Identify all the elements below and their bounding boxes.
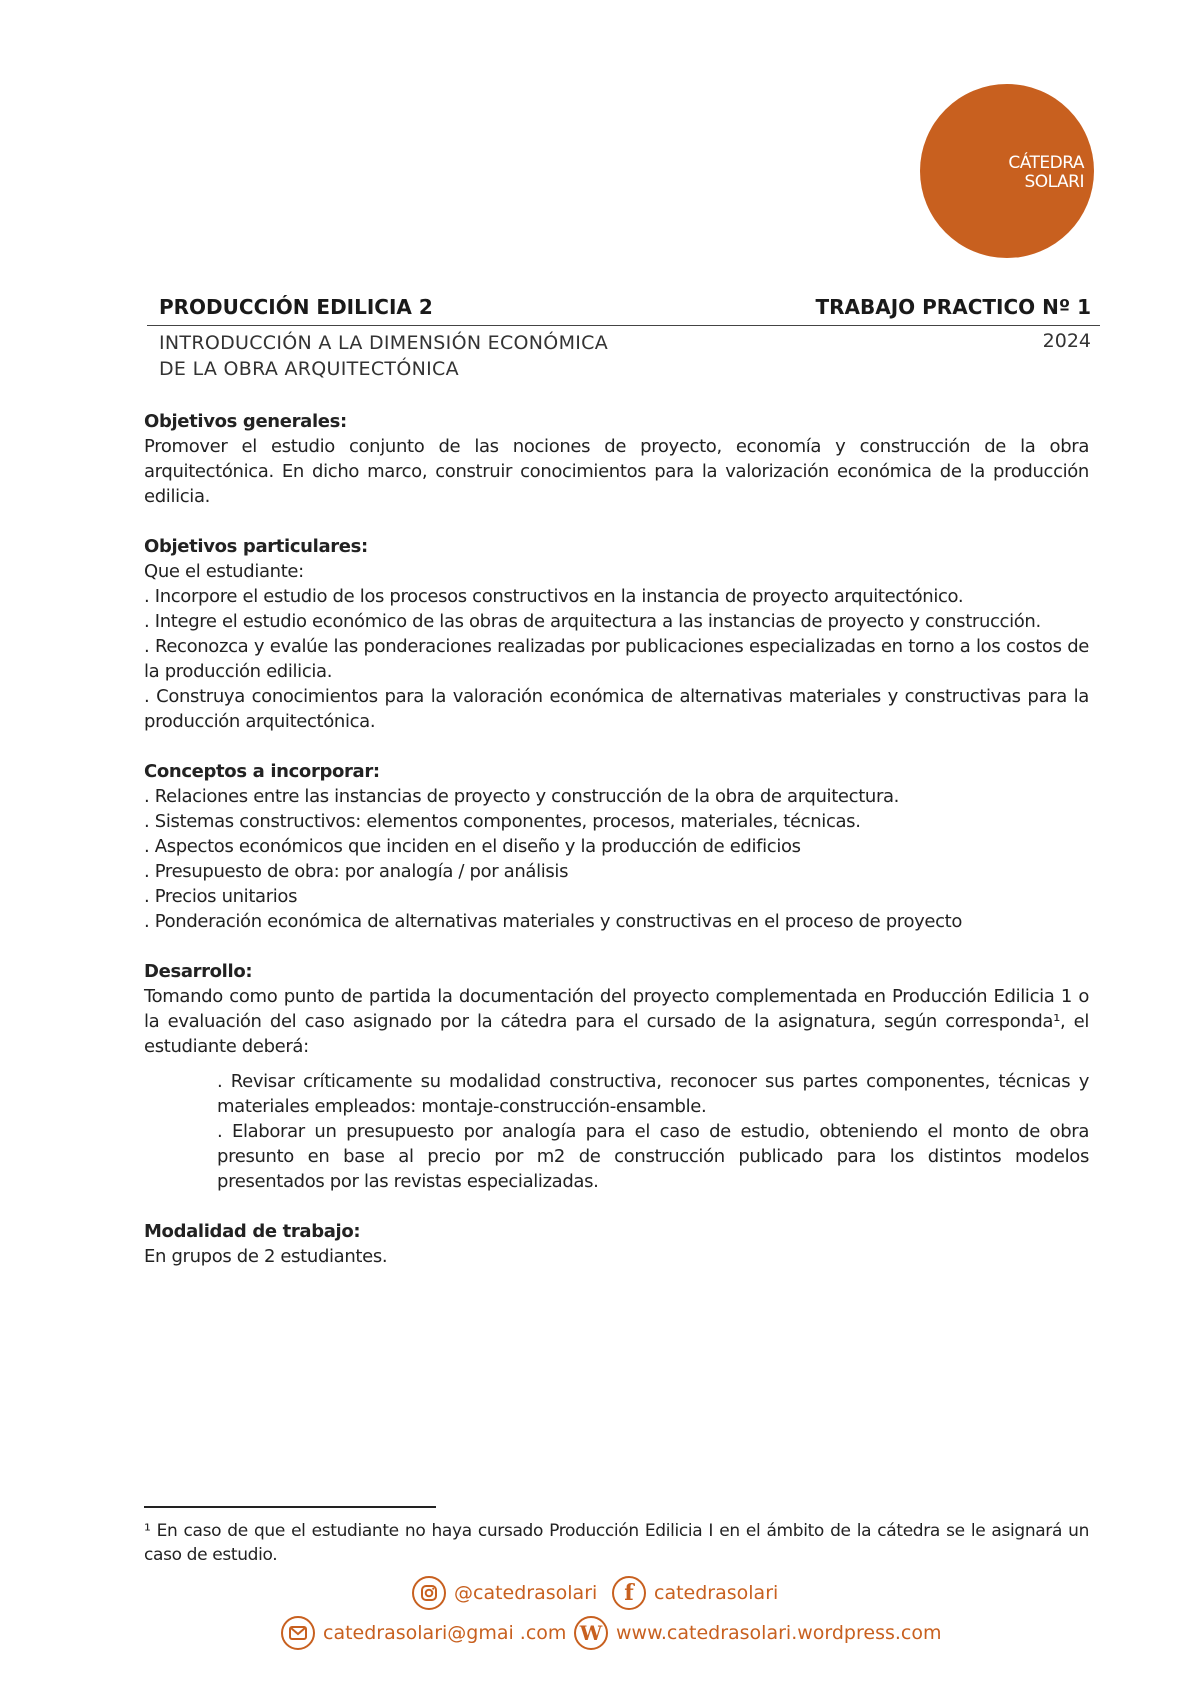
facebook-handle[interactable]: catedrasolari: [654, 1582, 779, 1604]
facebook-contact[interactable]: [612, 1576, 778, 1610]
list-item: . Incorpore el estudio de los procesos constructivos en la instancia de proyecto arquitectónico.: [144, 586, 964, 607]
document-subtitle: [159, 330, 608, 382]
facebook-icon: f: [612, 1576, 646, 1610]
section-heading: Objetivos particulares:: [144, 536, 368, 557]
logo-line1: CÁTEDRA: [1008, 153, 1084, 173]
header-divider: [147, 325, 1100, 326]
list-item: . Presupuesto de obra: por analogía / por análisis: [144, 861, 569, 882]
list-item: . Elaborar un presupuesto por analogía para el caso de estudio, obteniendo el monto de obra presunto en base al precio por m2 de construcción publicado para los distintos modelos presentados por las revistas especializadas.: [217, 1121, 1089, 1192]
list-item: . Construya conocimientos para la valoración económica de alternativas materiales y constructivas para la producción arquitectónica.: [144, 686, 1089, 732]
year: 2024: [1042, 330, 1091, 352]
section-objetivos-particulares: [144, 534, 1089, 734]
assignment-title: TRABAJO PRACTICO Nº 1: [815, 295, 1091, 319]
document-body: [144, 409, 1089, 1294]
paragraph: Tomando como punto de partida la documentación del proyecto complementada en Producción Edilicia 1 o la evaluación del caso asignado por la cátedra para el cursado de la asignatura, según corresponda¹, el estudiante deberá:: [144, 986, 1089, 1057]
paragraph: Que el estudiante:: [144, 561, 304, 582]
logo-text: [1008, 154, 1084, 192]
section-heading: Conceptos a incorporar:: [144, 761, 380, 782]
list-item: . Ponderación económica de alternativas materiales y constructivas en el proceso de proyecto: [144, 911, 963, 932]
instagram-contact[interactable]: [412, 1576, 597, 1610]
instagram-handle[interactable]: @catedrasolari: [454, 1582, 598, 1604]
subtitle-line2: DE LA OBRA ARQUITECTÓNICA: [159, 358, 459, 380]
section-desarrollo: [144, 959, 1089, 1194]
list-item: . Reconozca y evalúe las ponderaciones realizadas por publicaciones especializadas en torno a los costos de la producción edilicia.: [144, 636, 1089, 682]
section-heading: Objetivos generales:: [144, 411, 347, 432]
instagram-icon: [412, 1576, 446, 1610]
section-modalidad: [144, 1219, 1089, 1269]
list-item: . Relaciones entre las instancias de proyecto y construcción de la obra de arquitectura.: [144, 786, 900, 807]
footnote-divider: [144, 1506, 436, 1508]
email-icon: [281, 1616, 315, 1650]
website-contact[interactable]: [574, 1616, 942, 1650]
wordpress-icon: W: [574, 1616, 608, 1650]
website-url[interactable]: www.catedrasolari.wordpress.com: [616, 1622, 942, 1644]
paragraph: En grupos de 2 estudiantes.: [144, 1246, 388, 1267]
section-objetivos-generales: [144, 409, 1089, 509]
section-conceptos: [144, 759, 1089, 934]
list-item: . Aspectos económicos que inciden en el diseño y la producción de edificios: [144, 836, 801, 857]
subtitle-line1: INTRODUCCIÓN A LA DIMENSIÓN ECONÓMICA: [159, 332, 609, 354]
list-item: . Revisar críticamente su modalidad constructiva, reconocer sus partes componentes, técnicas y materiales empleados: montaje-construcción-ensamble.: [217, 1071, 1089, 1117]
logo-line2: SOLARI: [1024, 172, 1084, 192]
catedra-solari-logo: [920, 84, 1094, 258]
subject-title: PRODUCCIÓN EDILICIA 2: [159, 295, 433, 319]
footnote: ¹ En caso de que el estudiante no haya cursado Producción Edilicia I en el ámbito de la cátedra se le asignará un caso de estudio.: [144, 1521, 1089, 1565]
paragraph: Promover el estudio conjunto de las nociones de proyecto, economía y construcción de la obra arquitectónica. En dicho marco, construir conocimientos para la valorización económica de la producción edilicia.: [144, 436, 1089, 507]
email-contact[interactable]: [281, 1616, 566, 1650]
list-item: . Sistemas constructivos: elementos componentes, procesos, materiales, técnicas.: [144, 811, 861, 832]
email-address[interactable]: catedrasolari@gmai .com: [323, 1622, 567, 1644]
section-heading: Modalidad de trabajo:: [144, 1221, 361, 1242]
list-item: . Precios unitarios: [144, 886, 298, 907]
section-heading: Desarrollo:: [144, 961, 253, 982]
list-item: . Integre el estudio económico de las obras de arquitectura a las instancias de proyecto y construcción.: [144, 611, 1041, 632]
